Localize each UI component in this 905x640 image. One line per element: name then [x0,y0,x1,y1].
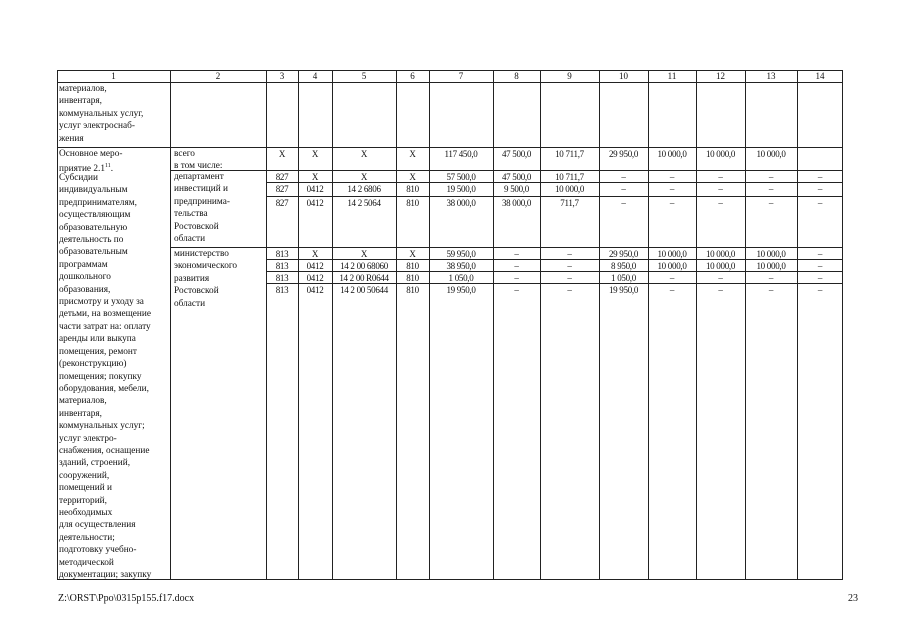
table-cell: 10 711,7 [555,149,584,159]
table-cell: 19 500,0 [446,184,476,194]
table-cell: 47 500,0 [501,149,532,159]
table-cell: 47 500,0 [501,172,532,182]
table-cell: – [768,273,774,283]
table-border-bottom [57,579,843,580]
header-cell: 12 [716,71,725,81]
table-cell: 10 000,0 [756,261,786,271]
executor-ministry: министерство экономического развития Ростовской области [174,249,238,309]
executor-total: всего в том числе: [174,149,223,172]
table-cell: 813 [275,249,289,259]
table-cell: 0412 [306,198,324,208]
footer-file-path: Z:\ORST\Ppo\0315p155.f17.docx [58,593,195,604]
table-cell: – [817,184,823,194]
table-cell: 0412 [306,285,324,295]
table-cell: 10 000,0 [657,261,687,271]
table-cell: – [621,184,626,194]
table-cell: – [817,172,823,182]
table-cell: – [669,273,675,283]
header-cell: 8 [514,71,519,81]
table-cell: – [718,198,723,208]
table-cell: – [718,285,723,295]
table-cell: – [621,172,626,182]
table-cell: 57 500,0 [446,172,476,182]
table-cell: – [718,172,723,182]
table-cell: – [817,273,823,283]
subsidy-description: Субсидии индивидуальным предпринимателям, осуществляющим образовательную деятельность по образовательным программам дошкольного образования, присмотру и уходу за детьми, на возмещение части затрат на: оплату аренды или выкупа помещения, ремонт (реконструкцию) помещения; покупку оборудования, мебели, материалов, инвентаря, коммунальных услуг; услуг электро- снабжения, оснащение зданий, строений, сооружений, помещений и территорий, необходимых для осуществления деятельности; подготовку учебно- методической документации; закупку [59,173,152,580]
table-cell: 813 [275,261,289,271]
table-cell: X [409,172,416,182]
page-number: 23 [848,593,858,604]
table-cell: X [311,249,319,259]
table-cell: 10 000,0 [705,261,736,271]
table-cell: – [718,184,723,194]
main-activity-text: Основное меро- приятие 2.1 [59,149,123,175]
header-cell: 5 [361,71,367,81]
table-cell: 10 000,0 [705,149,736,159]
header-cell: 3 [279,71,285,81]
table-cell: 1 050,0 [448,273,474,283]
table-cell: 38 000,0 [501,198,532,208]
table-cell: 14 2 6806 [347,184,381,194]
table-cell: 0412 [306,261,324,271]
table-cell: 117 450,0 [444,149,478,159]
executor-department: департамент инвестиций и предпринима- тельства Ростовской области [174,172,230,245]
table-cell: 19 950,0 [446,285,476,295]
table-cell: 29 950,0 [608,149,639,159]
table-cell: – [514,249,519,259]
table-cell: – [817,285,823,295]
table-cell: – [514,261,519,271]
header-cell: 7 [458,71,464,81]
table-cell: – [817,198,823,208]
table-cell: 810 [406,273,419,283]
table-cell: 10 000,0 [554,184,585,194]
header-cell: 6 [410,71,415,81]
table-cell: X [311,172,319,182]
table-cell: 14 2 00 50644 [340,285,388,295]
table-cell: – [567,285,572,295]
table-cell: 10 000,0 [756,249,786,259]
table-cell: 59 950,0 [446,249,476,259]
table-cell: – [768,184,774,194]
table-cell: 711,7 [560,198,579,208]
table-cell: – [514,285,519,295]
header-cell: 11 [667,71,677,81]
table-cell: X [360,249,368,259]
table-cell: 10 000,0 [705,249,736,259]
table-cell: – [567,261,572,271]
table-cell: 827 [275,184,289,194]
table-cell: 810 [406,184,419,194]
header-cell: 2 [215,71,221,81]
table-cell: X [278,149,286,159]
table-cell: X [360,149,368,159]
continuation-text: материалов, инвентаря, коммунальных услуг, услуг электроснаб- жения [59,84,144,144]
table-cell: 38 950,0 [446,261,476,271]
table-cell: 0412 [306,184,324,194]
table-cell: 10 000,0 [756,149,786,159]
header-cell: 13 [766,71,776,81]
table-cell: 14 2 5064 [347,198,381,208]
table-cell: 19 950,0 [608,285,639,295]
table-cell: – [567,273,572,283]
header-line [57,82,843,83]
table-cell: – [669,285,675,295]
header-cell: 1 [111,71,116,81]
table-cell: – [669,198,675,208]
table-cell: – [817,261,823,271]
table-cell: 9 500,0 [504,184,529,194]
table-cell: – [567,249,572,259]
table-cell: – [669,172,675,182]
table-cell: X [409,249,416,259]
table-cell: – [718,273,723,283]
table-cell: 810 [406,261,419,271]
table-cell: 14 2 00 68060 [340,261,388,271]
table-cell: 810 [406,285,419,295]
table-cell: – [669,184,675,194]
table-cell: 14 2 00 R0644 [339,273,389,283]
table-cell: 827 [275,198,289,208]
budget-table [57,70,843,580]
table-cell: 10 000,0 [657,149,687,159]
table-cell: X [311,149,319,159]
table-cell: – [817,249,823,259]
table-cell: 10 711,7 [555,172,584,182]
footnote-mark: 11 [105,163,111,170]
table-cell: 29 950,0 [608,249,639,259]
table-cell: 10 000,0 [657,249,687,259]
header-cell: 9 [567,71,572,81]
table-cell: 1 050,0 [611,273,636,283]
table-cell: 813 [275,285,289,295]
table-cell: – [768,198,774,208]
table-cell: 810 [406,198,419,208]
table-cell: – [514,273,519,283]
header-cell: 10 [619,71,628,81]
header-cell: 4 [312,71,318,81]
table-cell: – [768,285,774,295]
table-cell: X [409,149,416,159]
table-cell: 8 950,0 [611,261,636,271]
table-cell: – [768,172,774,182]
header-cell: 14 [815,71,825,81]
main-activity-end: . [110,164,114,175]
table-cell: 827 [275,172,289,182]
table-cell: 0412 [306,273,324,283]
table-cell: 38 000,0 [446,198,476,208]
table-cell: – [621,198,626,208]
table-cell: 813 [275,273,289,283]
table-cell: X [360,172,368,182]
